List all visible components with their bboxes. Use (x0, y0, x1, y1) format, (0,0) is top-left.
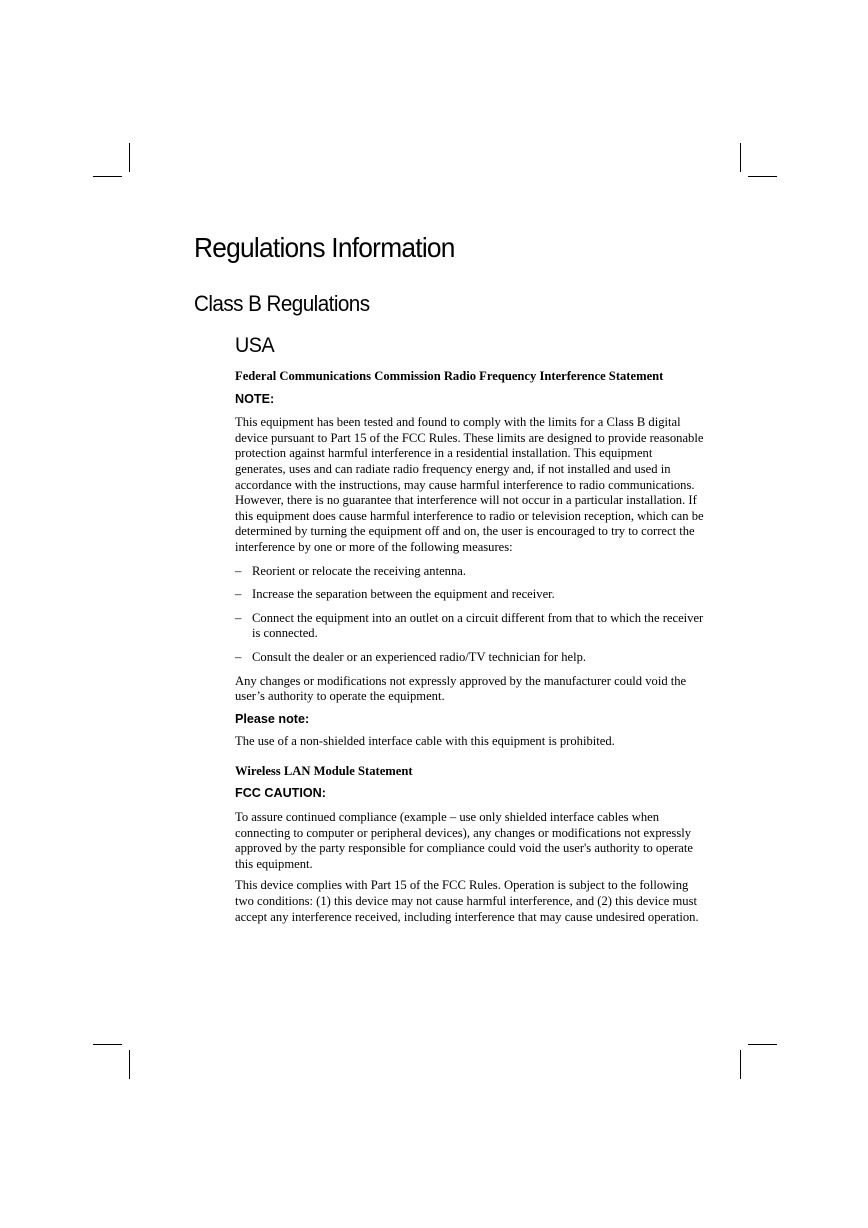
list-item-text: Reorient or relocate the receiving antenna. (252, 563, 466, 578)
fcc-statement-title: Federal Communications Commission Radio Frequency Interference Statement (235, 369, 664, 383)
caution-paragraph-2: This device complies with Part 15 of the FCC Rules. Operation is subject to the following two conditions: (1) this device may not cause harmful interference, and (2) this device must accept any interference received, including interference that may cause undesired operation. (235, 878, 699, 924)
caution-paragraph-1: To assure continued compliance (example – use only shielded interface cables when connecting to computer or peripheral devices), any changes or modifications not expressly approved by the party responsible for compliance could void the user's authority to operate this equipment. (235, 810, 693, 871)
crop-mark (93, 1044, 122, 1045)
note-label: NOTE: (235, 391, 275, 406)
list-item-text: Consult the dealer or an experienced radio/TV technician for help. (252, 649, 587, 664)
region-title: USA (235, 334, 275, 357)
crop-mark (740, 1050, 741, 1079)
dash-bullet: – (235, 587, 242, 602)
list-item-text: Increase the separation between the equipment and receiver. (252, 587, 555, 602)
list-item (235, 611, 705, 642)
dash-bullet: – (235, 563, 242, 578)
crop-mark (129, 1050, 130, 1079)
list-item (235, 564, 705, 580)
dash-bullet: – (235, 610, 242, 625)
please-note-paragraph: The use of a non-shielded interface cable with this equipment is prohibited. (235, 734, 615, 749)
list-item (235, 587, 705, 603)
crop-mark (740, 143, 741, 172)
crop-mark (748, 1044, 777, 1045)
section-title: Class B Regulations (194, 291, 370, 316)
fcc-caution-label: FCC CAUTION: (235, 786, 326, 801)
crop-mark (93, 176, 122, 177)
list-item-text: Connect the equipment into an outlet on a circuit different from that to which the receiver is connected. (252, 610, 704, 641)
page-title: Regulations Information (194, 232, 455, 263)
crop-mark (129, 143, 130, 172)
dash-bullet: – (235, 649, 242, 664)
document-body (235, 369, 705, 925)
crop-mark (748, 176, 777, 177)
changes-paragraph: Any changes or modifications not expressly approved by the manufacturer could void the user’s authority to operate the equipment. (235, 673, 687, 704)
wlan-statement-title: Wireless LAN Module Statement (235, 763, 413, 778)
measures-list (235, 564, 705, 666)
please-note-label: Please note: (235, 711, 310, 726)
note-paragraph: This equipment has been tested and found to comply with the limits for a Class B digital device pursuant to Part 15 of the FCC Rules. These limits are designed to provide reasonable protection against harmful interference in a residential installation. This equipment generates, uses and can radiate radio frequency energy and, if not installed and used in accordance with the instructions, may cause harmful interference to radio communications. However, there is no guarantee that interference will not occur in a particular installation. If this equipment does cause harmful interference to radio or television reception, which can be determined by turning the equipment off and on, the user is encouraged to try to correct the interference by one or more of the following measures: (235, 415, 704, 554)
list-item (235, 650, 705, 666)
